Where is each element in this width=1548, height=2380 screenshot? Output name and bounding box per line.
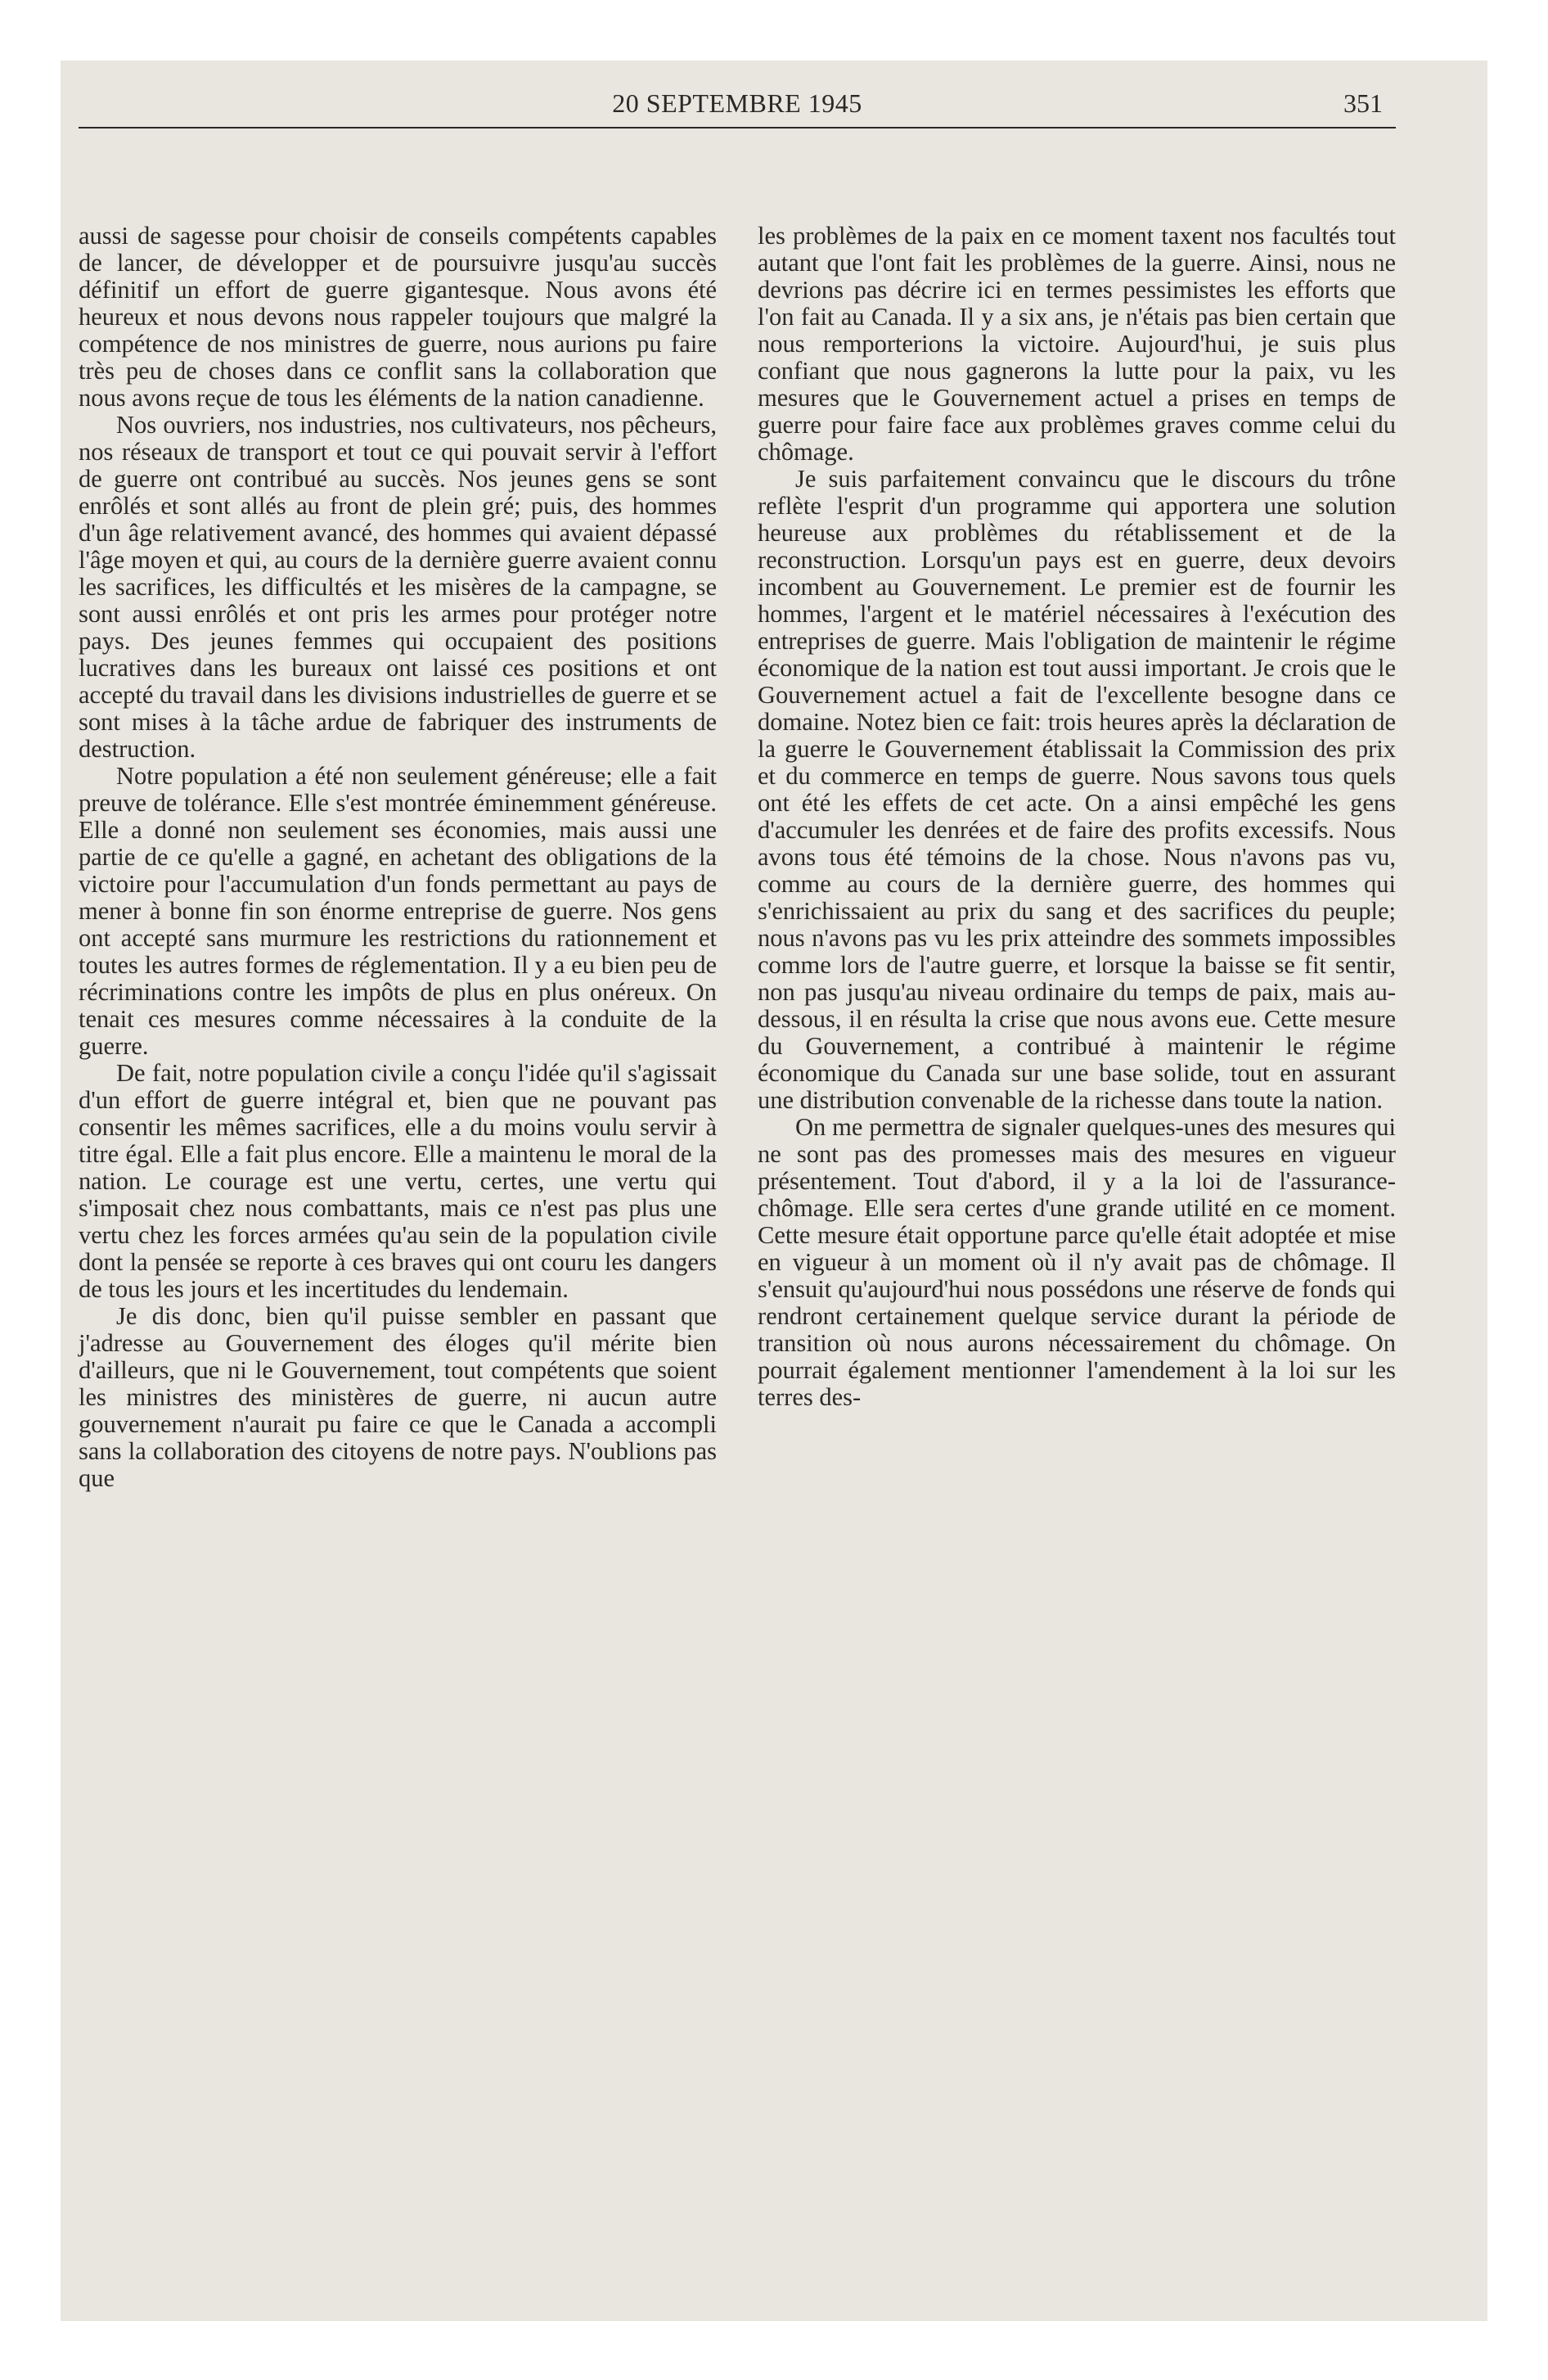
running-header — [79, 82, 1396, 131]
paragraph: Je suis parfaitement convaincu que le discours du trône reflète l'esprit d'un programme qui apportera une solution heureuse aux problèmes du rétablissement et de la reconstruction. Lorsqu'un pays est en guerre, deux devoirs incombent au Gouvernement. Le premier est de fournir les hommes, l'argent et le matériel nécessaires à l'exécution des entreprises de guerre. Mais l'obligation de maintenir le régime économique de la nation est tout aussi important. Je crois que le Gouvernement actuel a fait de l'excellente besogne dans ce domaine. Notez bien ce fait: trois heures après la déclaration de la guerre le Gouvernement établissait la Commission des prix et du commerce en temps de guerre. Nous savons tous quels ont été les effets de cet acte. On a ainsi empêché les gens d'accumuler les denrées et de faire des profits excessifs. Nous avons tous été témoins de la chose. Nous n'avons pas vu, comme au cours de la dernière guerre, des hommes qui s'enrichissaient au prix du sang et des sacrifices du peuple; nous n'avons pas vu les prix atteindre des sommets impossibles comme lors de l'autre guerre, et lorsque la baisse se fit sentir, non pas jusqu'au niveau ordinaire du temps de paix, mais au-dessous, il en résulta la crise que nous avons eue. Cette mesure du Gouvernement, a contribué à maintenir le régime économique du Canada sur une base solide, tout en assurant une distribution convenable de la richesse dans toute la nation. — [758, 465, 1396, 1114]
header-rule — [79, 127, 1396, 128]
paragraph: Notre population a été non seulement généreuse; elle a fait preuve de tolérance. Elle s'est montrée éminemment généreuse. Elle a donné non seulement ses économies, mais aussi une partie de ce qu'elle a gagné, en achetant des obligations de la victoire pour l'accumulation d'un fonds permettant au pays de mener à bonne fin son énorme entreprise de guerre. Nos gens ont accepté sans murmure les restrictions du rationnement et toutes les autres formes de réglementation. Il y a eu bien peu de récriminations contre les impôts de plus en plus onéreux. On tenait ces mesures comme nécessaires à la conduite de la guerre. — [79, 762, 717, 1060]
left-column — [79, 223, 717, 1492]
paragraph: les problèmes de la paix en ce moment taxent nos facultés tout autant que l'ont fait les problèmes de la guerre. Ainsi, nous ne devrions pas décrire ici en termes pessimistes les efforts que l'on fait au Canada. Il y a six ans, je n'étais pas bien certain que nous remporterions la victoire. Aujourd'hui, je suis plus confiant que nous gagnerons la lutte pour la paix, vu les mesures que le Gouvernement actuel a prises en temps de guerre pour faire face aux problèmes graves comme celui du chômage. — [758, 222, 1396, 466]
paragraph: On me permettra de signaler quelques-unes des mesures qui ne sont pas des promesses mais des mesures en vigueur présentement. Tout d'abord, il y a la loi de l'assurance-chômage. Elle sera certes d'une grande utilité en ce moment. Cette mesure était opportune parce qu'elle était adoptée et mise en vigueur à un moment où il n'y avait pas de chômage. Il s'ensuit qu'aujourd'hui nous possédons une réserve de fonds qui rendront certainement quelque service durant la période de transition où nous aurons nécessairement du chômage. On pourrait également mentionner l'amendement à la loi sur les terres des- — [758, 1113, 1396, 1411]
document-page — [79, 82, 1396, 2218]
paragraph: Nos ouvriers, nos industries, nos cultivateurs, nos pêcheurs, nos réseaux de transport et tout ce qui pouvait servir à l'effort de guerre ont contribué au succès. Nos jeunes gens se sont enrôlés et sont allés au front de plein gré; puis, des hommes d'un âge relativement avancé, des hommes qui avaient dépassé l'âge moyen et qui, au cours de la dernière guerre avaient connu les sacrifices, les difficultés et les misères de la campagne, se sont aussi enrôlés et ont pris les armes pour protéger notre pays. Des jeunes femmes qui occupaient des positions lucratives dans les bureaux ont laissé ces positions et ont accepté du travail dans les divisions industrielles de guerre et se sont mises à la tâche ardue de fabriquer des instruments de destruction. — [79, 411, 717, 763]
paragraph: aussi de sagesse pour choisir de conseils compétents capables de lancer, de développer et de poursuivre jusqu'au succès définitif un effort de guerre gigantesque. Nous avons été heureux et nous devons nous rappeler toujours que malgré la compétence de nos ministres de guerre, nous aurions pu faire très peu de choses dans ce conflit sans la collaboration que nous avons reçue de tous les éléments de la nation canadienne. — [79, 222, 717, 412]
paragraph: Je dis donc, bien qu'il puisse sembler en passant que j'adresse au Gouvernement des éloges qu'il mérite bien d'ailleurs, que ni le Gouvernement, tout compétents que soient les ministres des ministères de guerre, ni aucun autre gouvernement n'aurait pu faire ce que le Canada a accompli sans la collaboration des citoyens de notre pays. N'oublions pas que — [79, 1302, 717, 1492]
paragraph: De fait, notre population civile a conçu l'idée qu'il s'agissait d'un effort de guerre intégral et, bien que ne pouvant pas consentir les mêmes sacrifices, elle a du moins voulu servir à titre égal. Elle a fait plus encore. Elle a maintenu le moral de la nation. Le courage est une vertu, certes, une vertu qui s'imposait chez nous combattants, mais ce n'est pas plus une vertu chez les forces armées qu'au sein de la population civile dont la pensée se reporte à ces braves qui ont couru les dangers de tous les jours et les incertitudes du lendemain. — [79, 1059, 717, 1303]
header-date: 20 SEPTEMBRE 1945 — [612, 88, 862, 118]
right-column — [758, 223, 1396, 1411]
page-number: 351 — [1343, 88, 1383, 118]
